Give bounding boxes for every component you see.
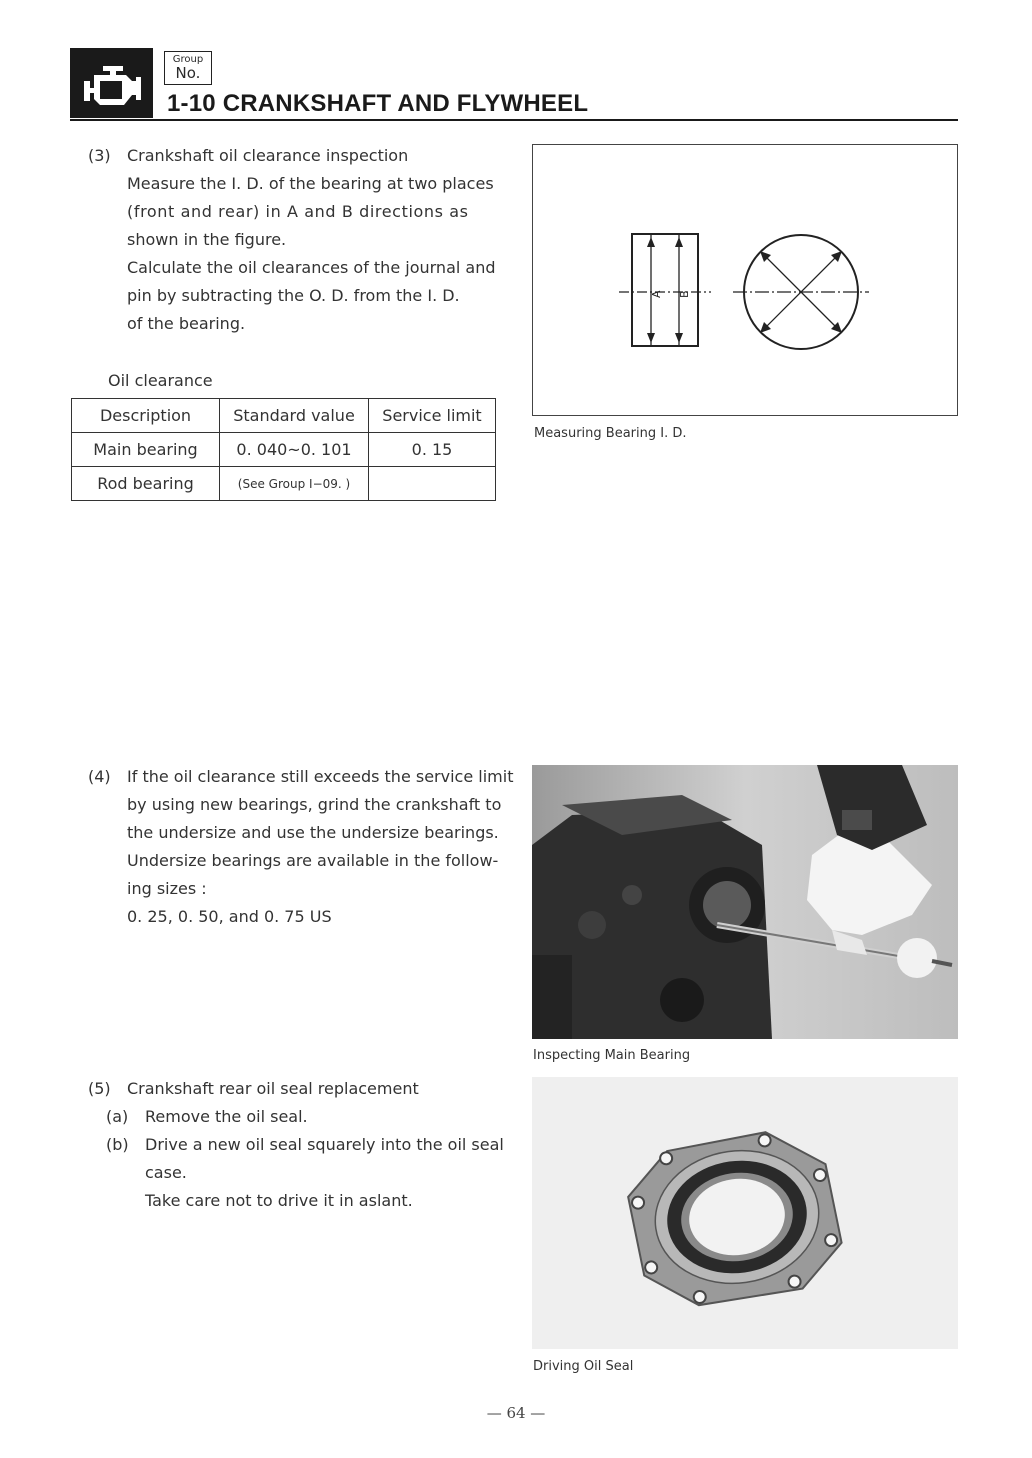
oil-clearance-table <box>71 398 496 501</box>
section-5-heading: Crankshaft rear oil seal replacement <box>127 1079 419 1098</box>
photo-1-caption: Inspecting Main Bearing <box>533 1048 691 1063</box>
bearing-measure-figure <box>532 144 958 416</box>
bearing-diagram <box>533 145 957 415</box>
table-header: Standard value <box>220 399 369 433</box>
section-4-line: the undersize and use the undersize bearings. <box>127 823 499 842</box>
diagram-label-a: A <box>650 290 663 298</box>
table-row <box>72 467 496 501</box>
step-b-label: (b) <box>106 1135 129 1154</box>
section-3-line: of the bearing. <box>127 314 246 333</box>
table-header: Service limit <box>369 399 496 433</box>
group-badge <box>70 48 153 118</box>
engine-icon <box>70 48 153 118</box>
table-cell: Main bearing <box>72 433 220 467</box>
step-b-line: Drive a new oil seal squarely into the oil seal <box>145 1135 504 1154</box>
photo-inspecting-main-bearing <box>532 765 958 1039</box>
section-3-line: pin by subtracting the O. D. from the I. D. <box>127 286 460 305</box>
no-label: No. <box>175 64 201 82</box>
section-3-number: (3) <box>88 146 111 165</box>
table-cell <box>369 467 496 501</box>
section-4-number: (4) <box>88 767 111 786</box>
section-4-line: by using new bearings, grind the crankshaft to <box>127 795 502 814</box>
figure-1-caption: Measuring Bearing I. D. <box>534 426 687 441</box>
table-cell: Rod bearing <box>72 467 220 501</box>
page-title: 1-10 CRANKSHAFT AND FLYWHEEL <box>167 90 589 117</box>
section-3-line: (front and rear) in A and B directions as <box>127 202 469 221</box>
step-b-line: Take care not to drive it in aslant. <box>145 1191 413 1210</box>
page-number: — 64 — <box>486 1404 546 1422</box>
table-cell: (See Group I−09. ) <box>220 467 369 501</box>
section-4-line: If the oil clearance still exceeds the service limit <box>127 767 514 786</box>
section-3-line: Calculate the oil clearances of the journal and <box>127 258 496 277</box>
table-cell: 0. 040~0. 101 <box>220 433 369 467</box>
step-a-text: Remove the oil seal. <box>145 1107 308 1126</box>
section-3-heading: Crankshaft oil clearance inspection <box>127 146 409 165</box>
step-a-label: (a) <box>106 1107 129 1126</box>
section-4-line: Undersize bearings are available in the follow- <box>127 851 499 870</box>
table-header: Description <box>72 399 220 433</box>
table-label: Oil clearance <box>108 371 213 390</box>
title-divider <box>70 119 958 121</box>
section-3-line: Measure the I. D. of the bearing at two places <box>127 174 494 193</box>
section-3-line: shown in the figure. <box>127 230 287 249</box>
photo-driving-oil-seal <box>532 1077 958 1349</box>
section-4-line: ing sizes : <box>127 879 207 898</box>
group-label: Group <box>172 54 204 65</box>
group-number-box <box>164 51 212 85</box>
step-b-line: case. <box>145 1163 187 1182</box>
table-cell: 0. 15 <box>369 433 496 467</box>
section-4-line: 0. 25, 0. 50, and 0. 75 US <box>127 907 332 926</box>
photo-2-caption: Driving Oil Seal <box>533 1359 634 1374</box>
section-5-number: (5) <box>88 1079 111 1098</box>
diagram-label-b: B <box>678 290 691 298</box>
table-header-row <box>72 399 496 433</box>
table-row <box>72 433 496 467</box>
